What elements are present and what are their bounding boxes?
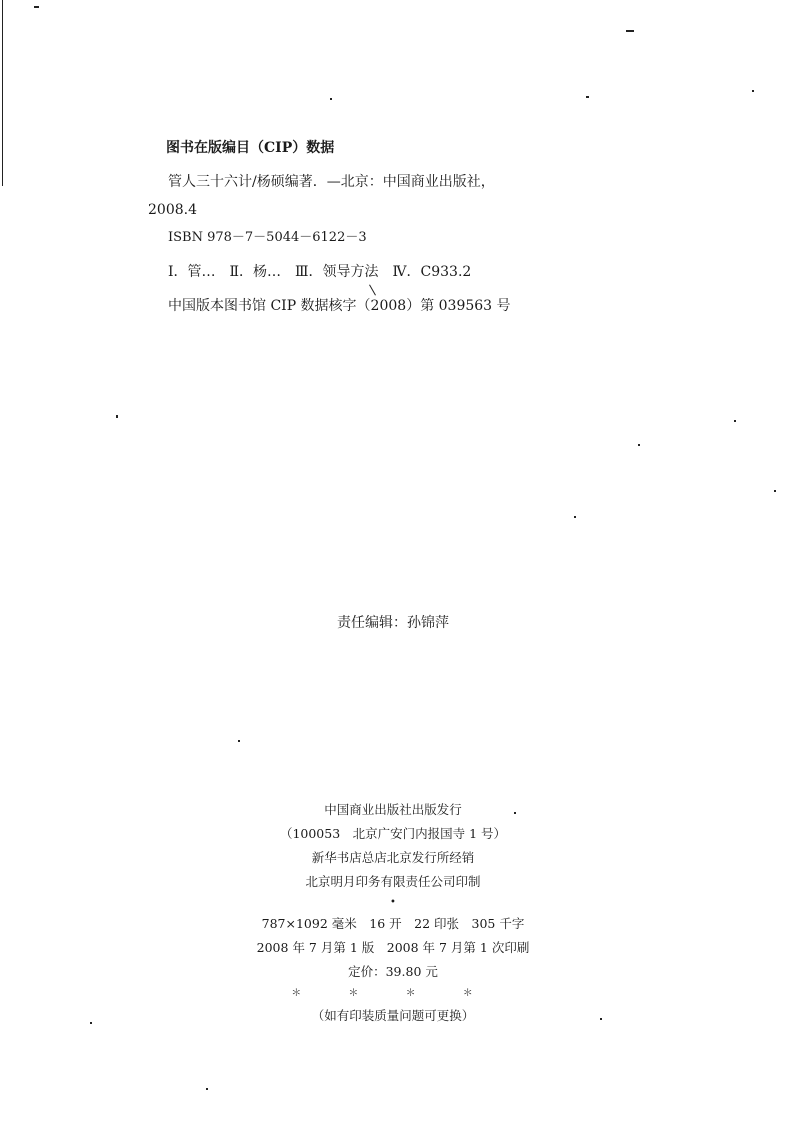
scan-speck bbox=[34, 6, 39, 8]
scan-speck bbox=[238, 740, 240, 742]
scan-speck bbox=[116, 415, 118, 418]
cip-record-number: 中国版本图书馆 CIP 数据核字（2008）第 039563 号 bbox=[168, 298, 511, 314]
colophon-notice: （如有印装质量问题可更换） bbox=[311, 1008, 475, 1023]
scan-speck bbox=[752, 90, 754, 92]
responsible-editor: 责任编辑：孙锦萍 bbox=[337, 615, 449, 631]
cip-entry-line1: 管人三十六计/杨硕编著．—北京：中国商业出版社， bbox=[168, 174, 495, 190]
scan-speck bbox=[600, 1018, 602, 1020]
colophon-price: 定价：39.80 元 bbox=[348, 964, 438, 979]
cip-classification: Ⅰ．管… Ⅱ．杨… Ⅲ．领导方法 Ⅳ．C933.2 bbox=[168, 264, 472, 280]
colophon-printer: 北京明月印务有限责任公司印制 bbox=[305, 874, 481, 889]
colophon-distributor: 新华书店总店北京发行所经销 bbox=[311, 850, 475, 865]
colophon bbox=[0, 798, 786, 1028]
colophon-specs: 787×1092 毫米 16 开 22 印张 305 千字 bbox=[261, 916, 525, 931]
scan-speck bbox=[206, 1088, 208, 1090]
scan-speck bbox=[330, 98, 332, 100]
colophon-stars: ＊ ＊ ＊ ＊ bbox=[291, 988, 495, 999]
scan-speck bbox=[369, 285, 376, 296]
scan-speck bbox=[638, 444, 640, 446]
scan-speck bbox=[514, 812, 516, 814]
colophon-address: （100053 北京广安门内报国寺 1 号） bbox=[279, 826, 507, 841]
cip-entry-line2: 2008.4 bbox=[148, 202, 197, 218]
scan-edge-line bbox=[2, 0, 3, 186]
scan-speck bbox=[774, 490, 776, 492]
scan-speck bbox=[90, 1022, 92, 1024]
scan-speck bbox=[626, 30, 634, 32]
scan-speck bbox=[574, 516, 576, 518]
colophon-bullet: • bbox=[390, 897, 396, 908]
cip-isbn: ISBN 978－7－5044－6122－3 bbox=[168, 230, 367, 245]
colophon-edition: 2008 年 7 月第 1 版 2008 年 7 月第 1 次印刷 bbox=[256, 940, 530, 955]
cip-heading: 图书在版编目（CIP）数据 bbox=[166, 140, 335, 156]
scan-speck bbox=[586, 96, 589, 98]
colophon-publisher: 中国商业出版社出版发行 bbox=[324, 802, 462, 817]
scan-speck bbox=[734, 420, 736, 422]
